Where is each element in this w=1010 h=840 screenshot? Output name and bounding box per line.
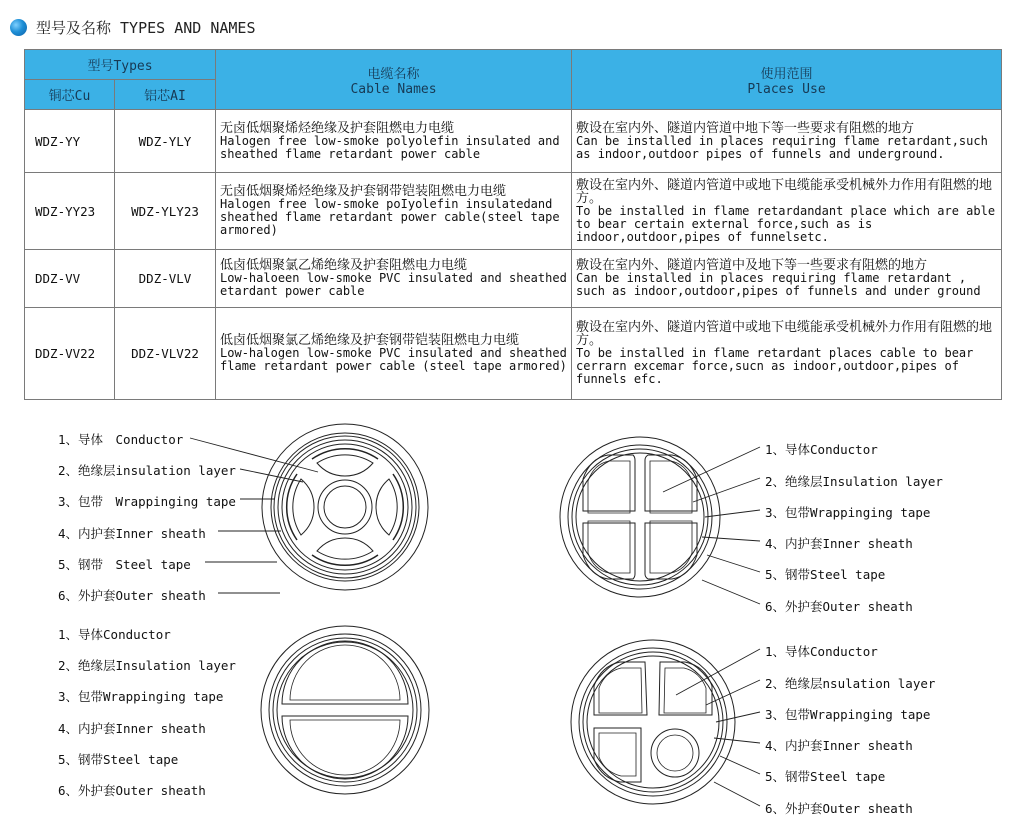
legend-item: 6、外护套Outer sheath — [58, 588, 206, 603]
name-en: Low-haloeen low-smoke PVC insulated and sheathed etardant power cable — [220, 271, 567, 298]
cable-cross-section-d — [571, 640, 735, 804]
cell-use — [572, 110, 1002, 173]
use-en: To be installed in flame retardant places cable to bear cerrarn excemar force,sucn as indoor,outdoor,pipes of funnels efc. — [576, 346, 974, 386]
legend-item: 1、导体 Conductor — [58, 432, 184, 447]
legend-item: 4、内护套Inner sheath — [765, 536, 913, 551]
legend-item: 5、钢带 Steel tape — [58, 557, 191, 572]
use-en: Can be installed in places requiring flame retardant,such as indoor,outdoor pipes of funnels and underground. — [576, 133, 988, 161]
use-en: Can be installed in places requiring flame retardant , such as indoor,outdoor,pipes of funnels and under ground — [576, 271, 981, 298]
legend-item: 6、外护套Outer sheath — [765, 599, 913, 614]
name-zh: 无卤低烟聚烯烃绝缘及护套阻燃电力电缆 — [220, 120, 455, 136]
section-title — [10, 14, 256, 40]
legend-item: 4、内护套Inner sheath — [58, 721, 206, 736]
name-en: Halogen free low-smoke polyolefin insulated and sheathed flame retardant power cable — [220, 133, 560, 161]
table-row — [25, 110, 1002, 173]
header-types: 型号Types — [25, 50, 216, 80]
legend-item: 1、导体Conductor — [765, 442, 878, 457]
legend-item: 5、钢带Steel tape — [58, 752, 179, 767]
cable-types-table — [24, 49, 1002, 400]
cable-cross-section-a — [262, 424, 428, 590]
use-zh: 敷设在室内外、隧道内管道中及地下等一些要求有阻燃的地方 — [576, 258, 928, 273]
header-cable-names — [216, 50, 572, 110]
cable-cross-section-c — [261, 626, 429, 794]
legend-item: 5、钢带Steel tape — [765, 567, 886, 582]
legend-item: 3、包带Wrappinging tape — [765, 505, 931, 520]
header-places-use-en: Places Use — [747, 81, 826, 97]
cell-use — [572, 308, 1002, 400]
legend-item: 4、内护套Inner sheath — [58, 526, 206, 541]
cell-al: WDZ-YLY23 — [115, 173, 216, 250]
table-row — [25, 308, 1002, 400]
legend-item: 3、包带Wrappinging tape — [58, 689, 224, 704]
legend-item: 6、外护套Outer sheath — [58, 783, 206, 798]
header-aluminum: 铝芯AI — [115, 80, 216, 110]
cell-use — [572, 250, 1002, 308]
name-zh: 低卤低烟聚氯乙烯绝缘及护套阻燃电力电缆 — [220, 258, 468, 273]
legend-item: 6、外护套Outer sheath — [765, 801, 913, 816]
legend-item: 3、包带 Wrappinging tape — [58, 494, 236, 509]
cable-cross-section-b — [560, 437, 720, 597]
cell-name — [216, 110, 572, 173]
table-row — [25, 173, 1002, 250]
header-cable-names-en: Cable Names — [350, 81, 437, 97]
cell-name — [216, 250, 572, 308]
name-en: Halogen free low-smoke poIyolefin insulatedand sheathed flame retardant power cable(steel tape armored) — [220, 197, 560, 237]
use-zh: 敷设在室内外、隧道内管道中或地下电缆能承受机械外力作用有阻燃的地方。 — [576, 177, 993, 206]
legend-item: 5、钢带Steel tape — [765, 769, 886, 784]
use-en: To be installed in flame retardandant place which are able to bear certain external force,such as is indoor,outdoor,pipes of funnelsetc. — [576, 203, 996, 244]
legend-item: 1、导体Conductor — [765, 644, 878, 659]
sector-insulation — [287, 449, 404, 566]
cable-diagrams — [0, 410, 1010, 840]
legend-item: 2、绝缘层Insulation layer — [765, 474, 943, 489]
name-zh: 低卤低烟聚氯乙烯绝缘及护套钢带铠装阻燃电力电缆 — [220, 333, 520, 348]
header-copper: 铜芯Cu — [25, 80, 115, 110]
header-cable-names-zh: 电缆名称 — [367, 66, 420, 82]
sector-conductor — [293, 455, 397, 559]
legend-item: 3、包带Wrappinging tape — [765, 707, 931, 722]
table-row — [25, 250, 1002, 308]
cell-al: WDZ-YLY — [115, 110, 216, 173]
cell-al: DDZ-VLV — [115, 250, 216, 308]
use-zh: 敷设在室内外、隧道内管道中地下等一些要求有阻燃的地方 — [576, 120, 915, 136]
cell-al: DDZ-VLV22 — [115, 308, 216, 400]
legend-item: 2、绝缘层insulation layer — [58, 463, 236, 478]
cell-name — [216, 308, 572, 400]
cell-name — [216, 173, 572, 250]
legend-item: 1、导体Conductor — [58, 627, 171, 642]
leader-lines-a — [190, 438, 318, 593]
blue-dot-icon — [10, 19, 27, 36]
name-en: Low-halogen low-smoke PVC insulated and sheathed flame retardant power cable (steel tape armored) — [220, 346, 567, 373]
section-title-text: 型号及名称 TYPES AND NAMES — [36, 18, 256, 37]
name-zh: 无卤低烟聚烯烃绝缘及护套钢带铠装阻燃电力电缆 — [220, 184, 507, 199]
cell-cu: DDZ-VV — [25, 250, 115, 308]
header-places-use-zh: 使用范围 — [760, 66, 813, 82]
cell-cu: WDZ-YY — [25, 110, 115, 173]
legend-item: 2、绝缘层Insulation layer — [58, 658, 236, 673]
header-places-use — [572, 50, 1002, 110]
use-zh: 敷设在室内外、隧道内管道中或地下电缆能承受机械外力作用有阻燃的地方。 — [576, 320, 993, 348]
legend-item: 2、绝缘层nsulation layer — [765, 676, 936, 691]
cell-use — [572, 173, 1002, 250]
cell-cu: WDZ-YY23 — [25, 173, 115, 250]
legend-item: 4、内护套Inner sheath — [765, 738, 913, 753]
cell-cu: DDZ-VV22 — [25, 308, 115, 400]
